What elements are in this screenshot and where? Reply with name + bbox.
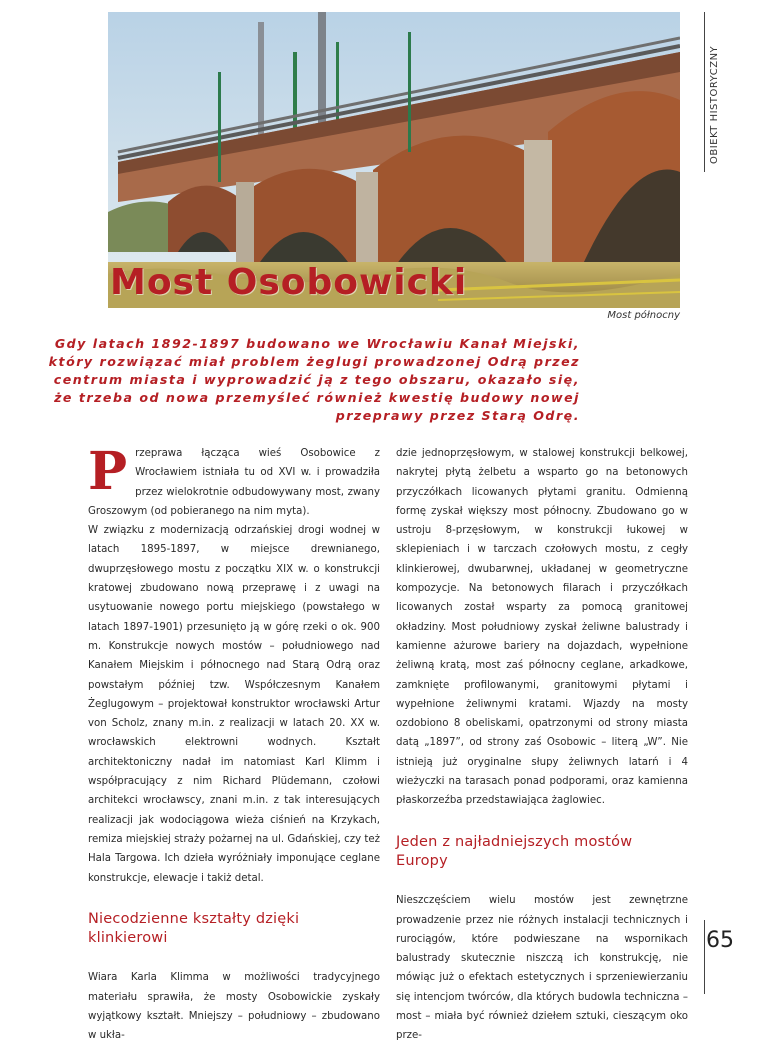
paragraph-4: dzie jednoprzęsłowym, w stalowej konstrukcji belkowej, nakrytej płytą żelbetu a wsparto go na betonowych przyczółkach licowanych płytami granitu. Odmienną formę zyskał większy most północny. Zbudowano go w ustroju 8-przęsłowym, w konstrukcji łukowej w sklepieniach i w tarczach czołowych mostu, z cegły klinkierowej, dwubarwnej, układanej w geometryczne kompozycje. Na betonowych filarach i przyczółkach licowanych został wsparty za pomocą granitowej okładziny. Most południowy zyskał żeliwne balustrady i kamienne ażurowe bariery na dojazdach, wypełnione żeliwną kratą, most zaś północny ceglane, arkadkowe, zamknięte profilowanymi, granitowymi płytami i wypełnione żeliwnymi kratami. Wjazdy na mosty ozdobiono 8 obeliskami, opatrzonymi od strony miasta datą „1897”, od strony zaś Osobowic – literą „W”. Nie istnieją już oryginalne słupy żeliwnych latarń i 4 wieżyczki na tarasach ponad podporami, oraz kamienna płaskorzeźba przedstawiająca żaglowiec. bbox=[396, 448, 688, 807]
section-heading-2: Jeden z najładniejszych mostów Europy bbox=[396, 833, 633, 869]
section-label bbox=[708, 14, 722, 164]
section-heading-1: Niecodzienne kształty dzięki klinkierowi bbox=[88, 910, 300, 947]
paragraph-1 bbox=[88, 441, 380, 521]
photo-caption: Most północny bbox=[607, 310, 680, 321]
article-title: Most Osobowicki bbox=[110, 262, 468, 303]
left-column bbox=[88, 441, 380, 1046]
right-column bbox=[396, 444, 688, 1046]
paragraph-2: W związku z modernizacją odrzańskiej drogi wodnej w latach 1895-1897, w miejsce drewnianego, dwuprzęsłowego mostu z początku XIX w. o konstrukcji kratowej zbudowano nową przeprawę i z uwagi na usytuowanie nowego portu miejskiego (powstałego w latach 1897-1901) przesunięto ją w górę rzeki o ok. 900 m. Konstrukcje nowych mostów – południowego nad Kanałem Miejskim i północnego nad Starą Odrą oraz powstałym później tzw. Współczesnym Kanałem Żeglugowym – projektował konstruktor wrocławski Artur von Scholz, znany m.in. z realizacji w latach 20. XX w. wrocławskich elektrowni wodnych. Kształt architektoniczny nadał im natomiast Karl Klimm i współpracujący z nim Richard Plüdemann, czołowi architekci wrocławscy, znani m.in. z tak interesujących realizacji jak wodociągowa wieża ciśnień na Krzykach, remiza miejskiej straży pożarnej na ul. Gdańskiej, czy też Hala Targowa. Ich dzieła wyróżniały imponujące ceglane konstrukcje, elewacje i takiż detal. bbox=[88, 525, 380, 884]
paragraph-5: Nieszczęściem wielu mostów jest zewnętrzne prowadzenie przez nie różnych instalacji technicznych i rurociągów, które podwieszane na wspornikach balustrady skutecznie niszczą ich konstrukcję, nie mówiąc już o efektach estetycznych i sprzeniewierzaniu się intencjom twórców, dla których budowla techniczna – most – miała być również dziełem sztuki, cieszącym oko prze- bbox=[396, 895, 688, 1042]
side-divider bbox=[704, 12, 705, 172]
dropcap: P bbox=[88, 441, 128, 502]
section-label-text: OBIEKT HISTORYCZNY bbox=[709, 45, 720, 164]
paragraph-3: Wiara Karla Klimma w możliwości tradycyjnego materiału sprawiła, że mosty Osobowickie zyskały wyjątkowy kształt. Mniejszy – południowy – zbudowano w ukła- bbox=[88, 972, 380, 1042]
page-number-divider bbox=[704, 920, 705, 994]
paragraph-1-text: rzeprawa łącząca wieś Osobowice z Wrocławiem istniała tu od XVI w. i prowadziła przez wielokrotnie odbudowywany most, zwany Groszowym (od pobieranego na nim myta). bbox=[88, 448, 380, 517]
intro-lead: Gdy latach 1892-1897 budowano we Wrocławiu Kanał Miejski, który rozwiązać miał problem żeglugi prowadzonej Odrą przez centrum miasta i wyprowadzić ją z tego obszaru, okazało się, że trzeba od nowa przemyśleć również kwestię budowy nowej przeprawy przez Starą Odrę. bbox=[48, 336, 580, 423]
page-number: 65 bbox=[706, 928, 734, 953]
